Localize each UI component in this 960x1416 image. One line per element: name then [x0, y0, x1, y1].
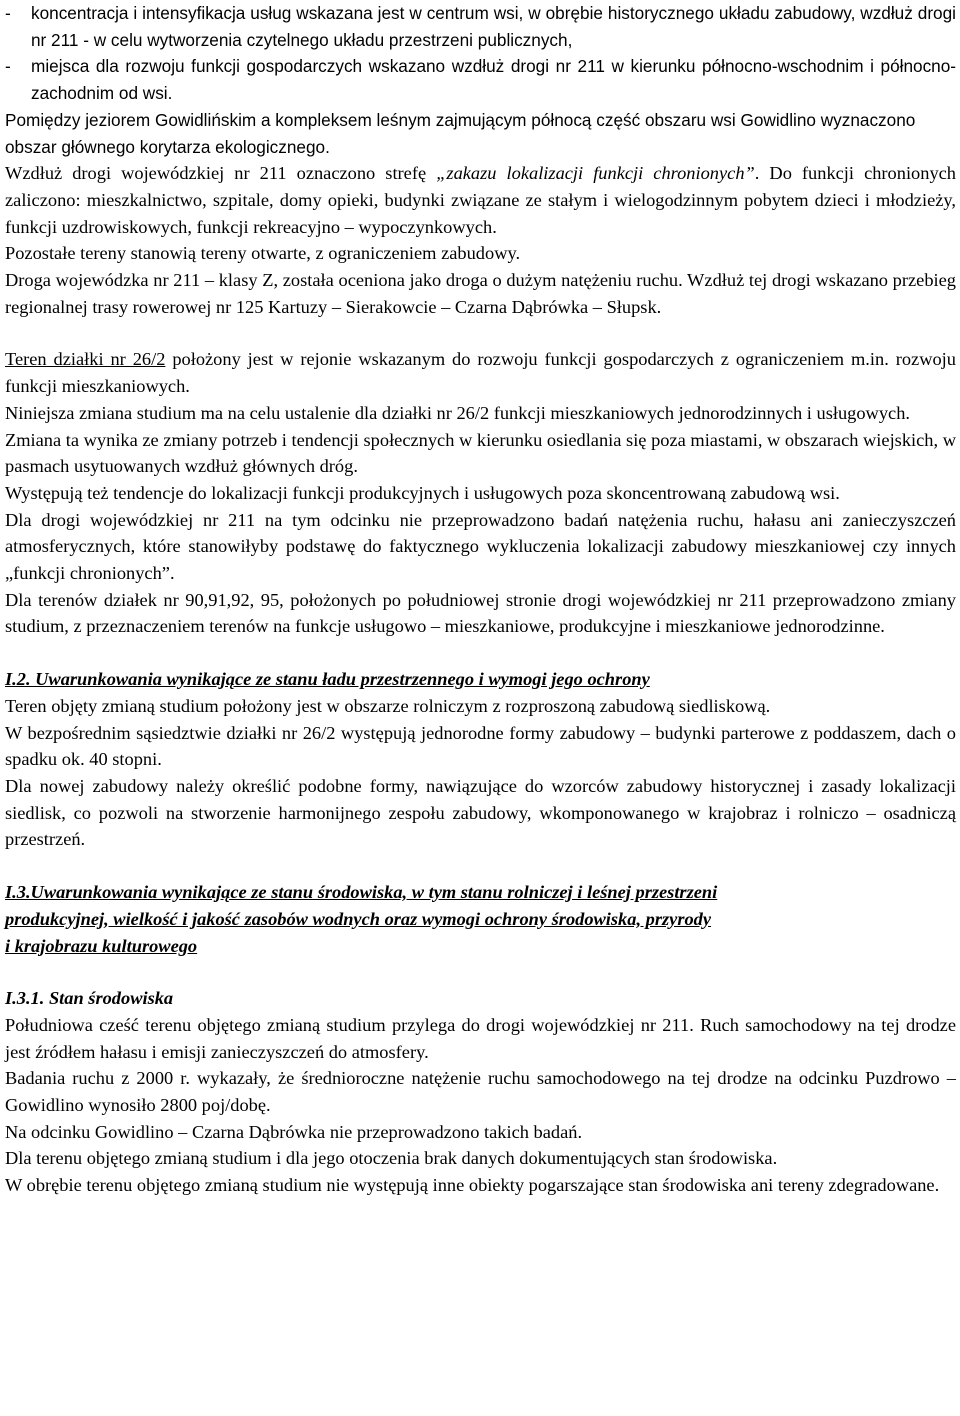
bullet-list [5, 0, 956, 107]
paragraph-south: Dla terenów działek nr 90,91,92, 95, położonych po południowej stronie drogi wojewódzkiej nr 211 przeprowadzono zmiany studium, z przeznaczeniem terenów na funkcje usługowo – mieszkaniowe, produkcyjne i mieszkaniowe jednorodzinne. [5, 589, 956, 637]
zone-text-after: . Do funkcji chronionych zaliczono: mieszkalnictwo, szpitale, domy opieki, budynki związane ze stałym i wielogodzinnym pobytem dzieci i młodzieży, funkcji uzdrowiskowych, funkcji rekreacyjno – wypoczynkowych. [5, 163, 956, 237]
bullet-text: miejsca dla rozwoju funkcji gospodarczych wskazano wzdłuż drogi nr 211 w kierunku północno-wschodnim i północno-zachodnim od wsi. [31, 56, 956, 104]
paragraph-trend: Występują też tendencje do lokalizacji funkcji produkcyjnych i usługowych poza skoncentrowaną zabudową wsi. [5, 482, 840, 503]
bullet-dash: - [5, 3, 11, 23]
paragraph-road: Droga wojewódzka nr 211 – klasy Z, została oceniona jako droga o dużym natężeniu ruchu. Wzdłuż tej drogi wskazano przebieg regionalnej trasy rowerowej nr 125 Kartuzy – Sierakowcie – Czarna Dąbrówka – Słupsk. [5, 270, 956, 317]
spacer [5, 640, 956, 666]
zone-text-italic: „zakazu lokalizacji funkcji chronionych” [436, 163, 755, 184]
paragraph-change: Zmiana ta wynika ze zmiany potrzeb i tendencji społecznych w kierunku osiedlania się poza miastami, w obszarach wiejskich, w pasmach usytuowanych wzdłuż głównych dróg. [5, 429, 956, 477]
spacer [5, 959, 956, 985]
spacer [5, 853, 956, 879]
heading-1-3-1: I.3.1. Stan środowiska [5, 988, 174, 1009]
plot-text-underlined: Teren działki nr 26/2 [5, 349, 166, 370]
bullet-item [5, 53, 956, 106]
bullet-dash: - [5, 56, 11, 77]
paragraph-env-2: Badania ruchu z 2000 r. wykazały, że średnioroczne natężenie ruchu samochodowego na tej drodze na odcinku Puzdrowo – Gowidlino wynosiło 2800 poj/dobę. [5, 1068, 956, 1116]
paragraph-zone [5, 160, 956, 240]
paragraph-plot [5, 346, 956, 399]
paragraph-env-4: Dla terenu objętego zmianą studium i dla jego otoczenia brak danych dokumentujących stan środowiska. [5, 1148, 778, 1169]
paragraph-aim: Niniejsza zmiana studium ma na celu ustalenie dla działki nr 26/2 funkcji mieszkaniowych jednorodzinnych i usługowych. [5, 402, 910, 423]
paragraph-open-areas: Pozostałe tereny stanowią tereny otwarte, z ograniczeniem zabudowy. [5, 243, 521, 264]
paragraph-noise: Dla drogi wojewódzkiej nr 211 na tym odcinku nie przeprowadzono badań natężenia ruchu, hałasu ani zanieczyszczeń atmosferycznych, które stanowiłyby podstawę do faktycznego wykluczenia lokalizacji zabudowy mieszkaniowej czy innych „funkcji chronionych”. [5, 509, 956, 584]
paragraph-rural: Teren objęty zmianą studium położony jest w obszarze rolniczym z rozproszoną zabudową siedliskową. [5, 695, 771, 716]
heading-1-3-line-1: I.3.Uwarunkowania wynikające ze stanu środowiska, w tym stanu rolniczej i leśnej przestrzeni [5, 882, 718, 903]
paragraph-new-buildings: Dla nowej zabudowy należy określić podobne formy, nawiązujące do wzorców zabudowy historycznej i zasady lokalizacji siedlisk, co pozwoli na stworzenie harmonijnego zespołu zabudowy, wkomponowanego w krajobraz i rolniczo – osadniczą przestrzeń. [5, 775, 956, 850]
bullet-text: koncentracja i intensyfikacja usług wskazana jest w centrum wsi, w obrębie historycznego układu zabudowy, wzdłuż drogi nr 211 - w celu wytworzenia czytelnego układu przestrzeni publicznych, [31, 3, 956, 50]
heading-1-2: I.2. Uwarunkowania wynikające ze stanu ładu przestrzennego i wymogi jego ochrony [5, 669, 650, 690]
plot-text-rest: położony jest w rejonie wskazanym do rozwoju funkcji gospodarczych z ograniczeniem m.in. rozwoju funkcji mieszkaniowych. [5, 349, 956, 397]
zone-text-before: Wzdłuż drogi wojewódzkiej nr 211 oznaczono strefę [5, 163, 437, 184]
paragraph-env-3: Na odcinku Gowidlino – Czarna Dąbrówka nie przeprowadzono takich badań. [5, 1121, 583, 1142]
paragraph-env-1: Południowa cześć terenu objętego zmianą studium przylega do drogi wojewódzkiej nr 211. Ruch samochodowy na tej drodze jest źródłem hałasu i emisji zanieczyszczeń do atmosfery. [5, 1014, 956, 1062]
paragraph-neighbour: W bezpośrednim sąsiedztwie działki nr 26/2 występują jednorodne formy zabudowy – budynki parterowe z poddaszem, dach o spadku ok. 40 stopni. [5, 722, 956, 770]
spacer [5, 320, 956, 346]
heading-1-3-line-3: i krajobrazu kulturowego [5, 935, 198, 956]
heading-1-3-line-2: produkcyjnej, wielkość i jakość zasobów wodnych oraz wymogi ochrony środowiska, przyrody [5, 908, 712, 929]
paragraph-corridor: Pomiędzy jeziorem Gowidlińskim a kompleksem leśnym zajmującym północą część obszaru wsi Gowidlino wyznaczono obszar głównego korytarza ekologicznego. [5, 109, 916, 157]
bullet-item [5, 0, 956, 53]
paragraph-env-5: W obrębie terenu objętego zmianą studium nie występują inne obiekty pogarszające stan środowiska ani tereny zdegradowane. [5, 1175, 940, 1196]
